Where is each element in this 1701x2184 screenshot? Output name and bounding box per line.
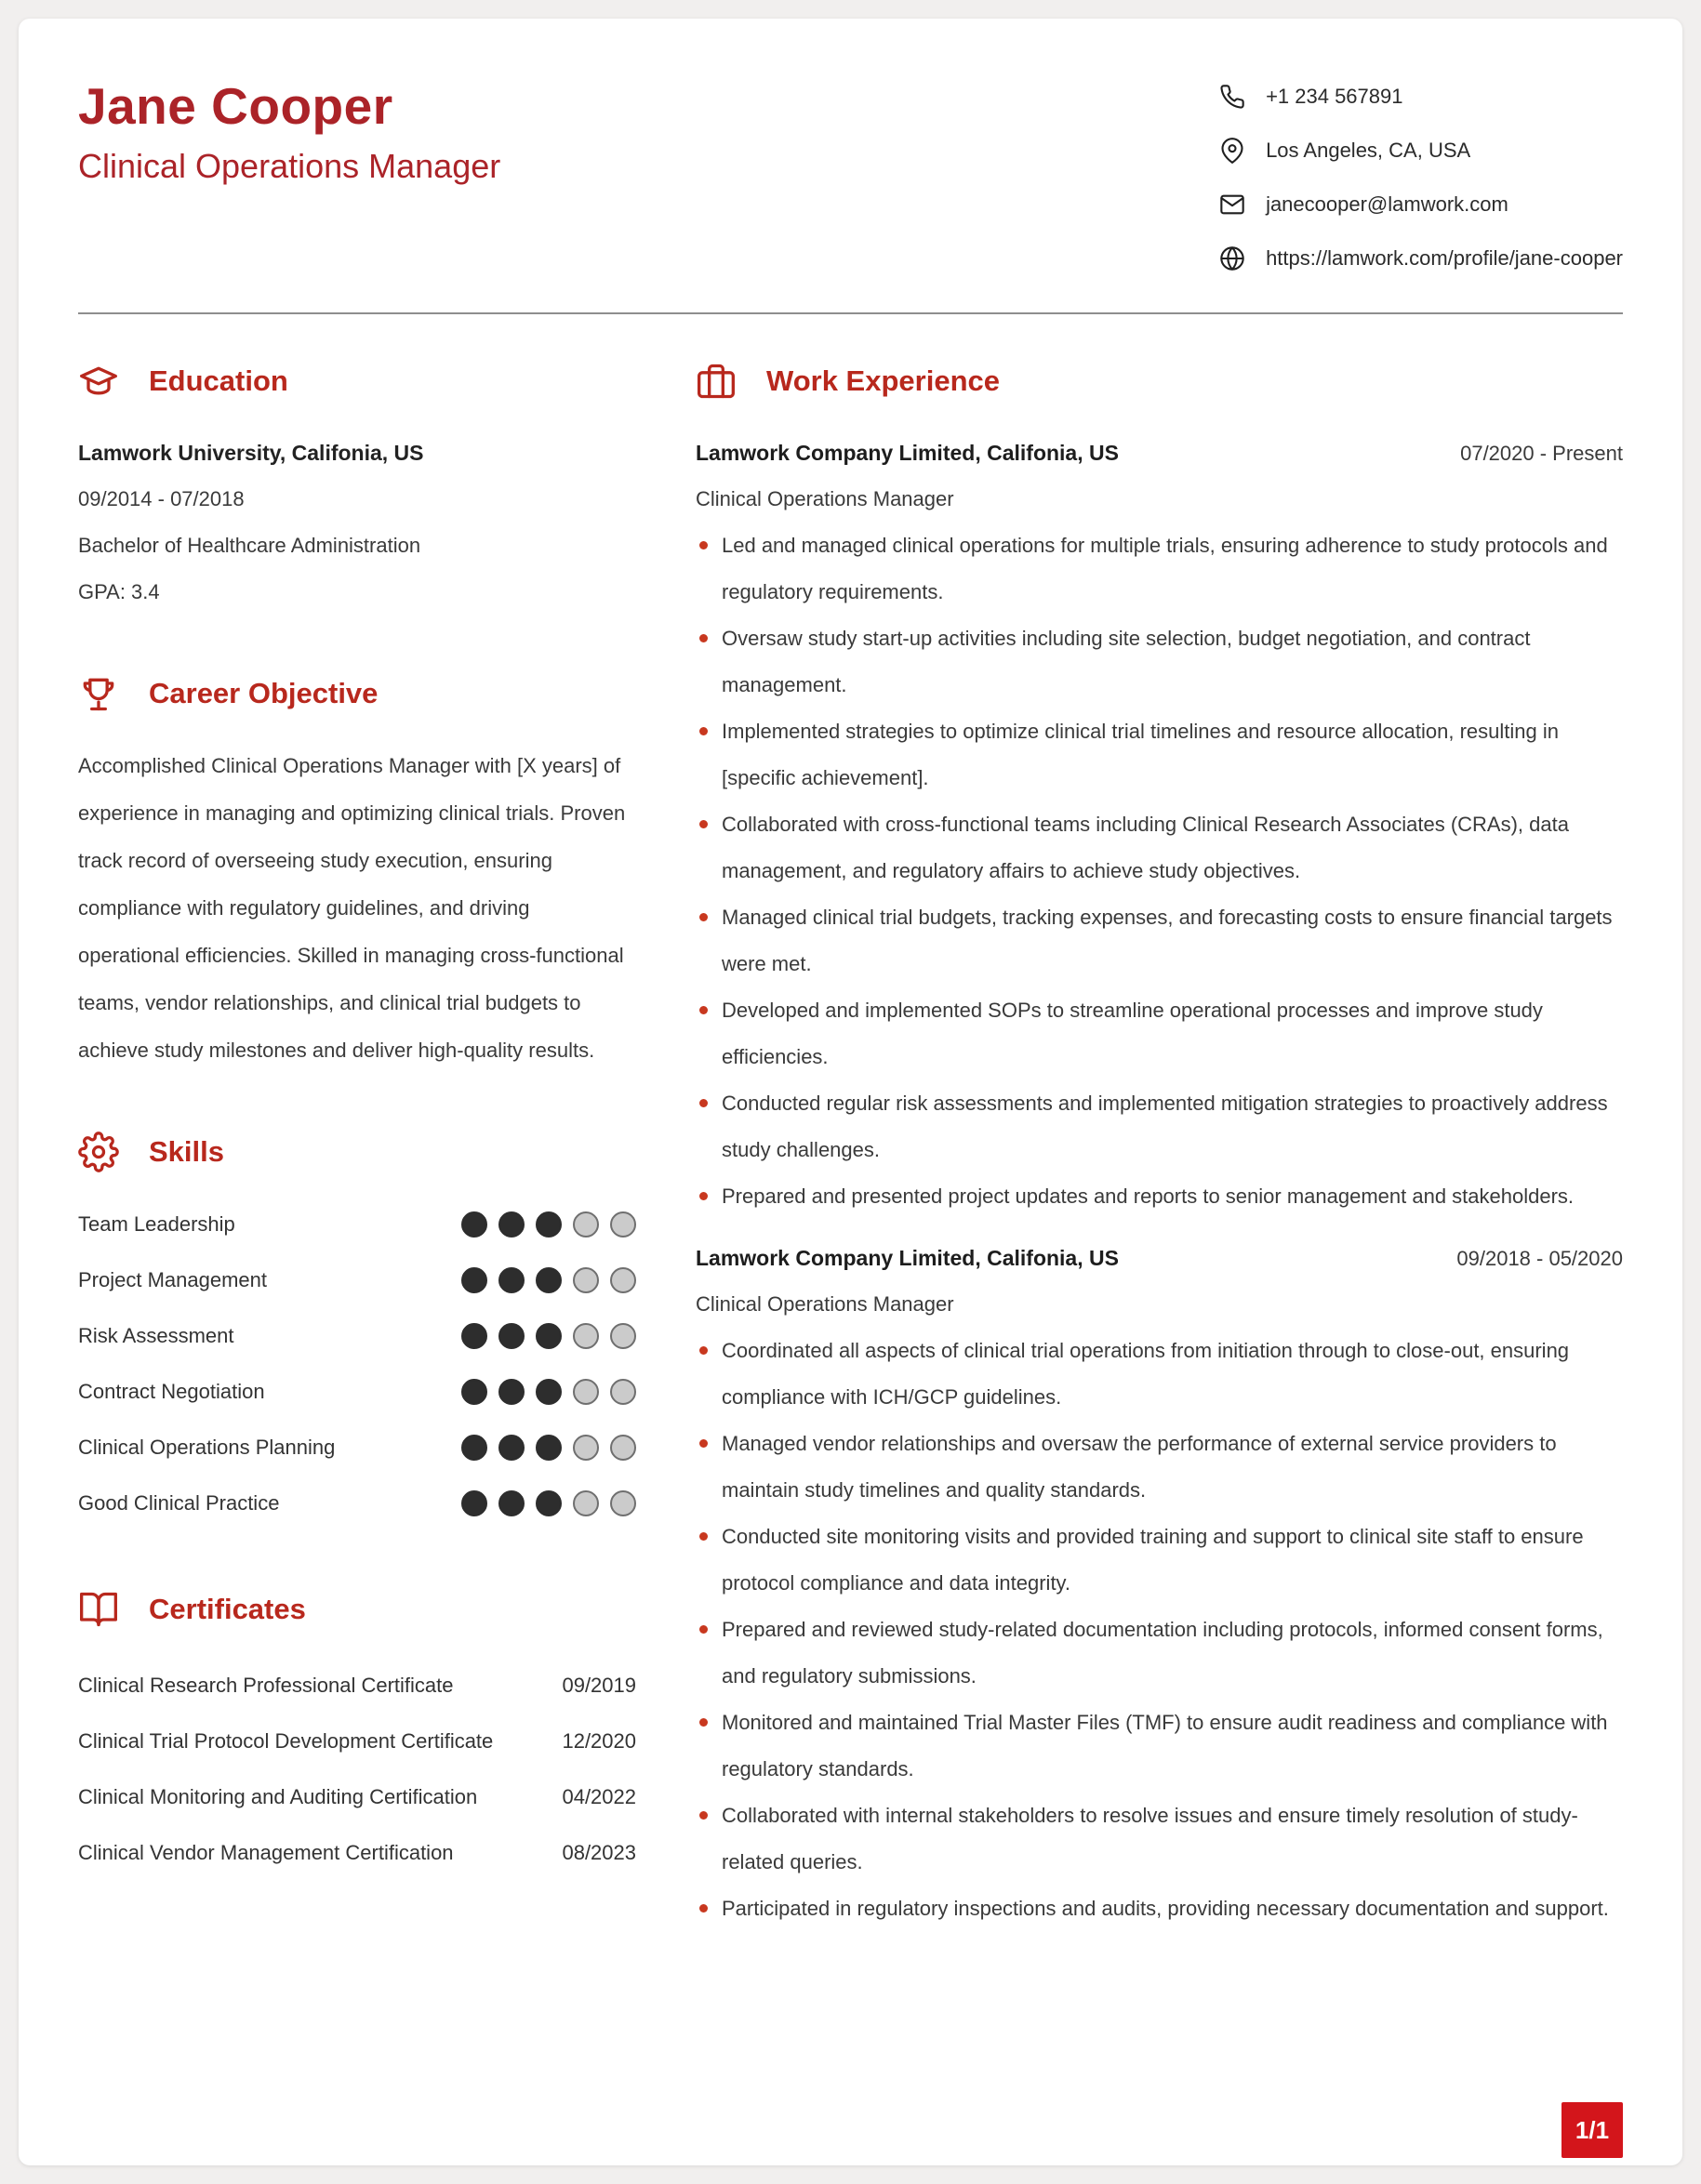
skill-dot-filled	[536, 1267, 562, 1293]
skill-dot-filled	[536, 1211, 562, 1238]
certificate-date: 09/2019	[562, 1674, 636, 1697]
resume-page	[19, 19, 1682, 2165]
skill-dot-empty	[573, 1267, 599, 1293]
skills-heading	[78, 1132, 636, 1172]
skill-name: Project Management	[78, 1268, 267, 1291]
identity-block	[78, 76, 500, 186]
gear-icon	[78, 1132, 119, 1172]
page-indicator: 1/1	[1561, 2102, 1623, 2158]
certificate-name: Clinical Vendor Management Certification	[78, 1841, 454, 1864]
job-bullets	[696, 523, 1623, 1220]
job-bullet: Collaborated with cross-functional teams including Clinical Research Associates (CRAs), data management, and regulatory affairs to achieve study objectives.	[696, 801, 1623, 894]
skill-dot-filled	[461, 1267, 487, 1293]
work-experience-heading	[696, 361, 1623, 402]
skill-dot-empty	[610, 1435, 636, 1461]
graduation-cap-icon	[78, 361, 119, 402]
job-bullet: Implemented strategies to optimize clinical trial timelines and resource allocation, resulting in [specific achievement].	[696, 708, 1623, 801]
contact-phone	[1219, 84, 1623, 110]
education-dates: 09/2014 - 07/2018	[78, 487, 245, 510]
person-name: Jane Cooper	[78, 77, 393, 135]
skill-dot-empty	[610, 1379, 636, 1405]
job-role: Clinical Operations Manager	[696, 487, 954, 510]
phone-icon	[1219, 84, 1245, 110]
certificate-row	[78, 1825, 636, 1881]
skill-dot-empty	[610, 1323, 636, 1349]
education-gpa: GPA: 3.4	[78, 580, 160, 603]
skill-dot-empty	[573, 1379, 599, 1405]
contact-website-text[interactable]: https://lamwork.com/profile/jane-cooper	[1266, 246, 1623, 270]
job-list	[696, 430, 1623, 1932]
certificate-row	[78, 1714, 636, 1769]
education-section	[78, 361, 636, 615]
skill-name: Good Clinical Practice	[78, 1491, 280, 1515]
skill-dot-empty	[573, 1490, 599, 1516]
job-role: Clinical Operations Manager	[696, 1292, 954, 1316]
skill-name: Clinical Operations Planning	[78, 1436, 336, 1459]
open-book-icon	[78, 1589, 119, 1630]
skill-row	[78, 1364, 636, 1420]
certificate-name: Clinical Trial Protocol Development Certificate	[78, 1729, 494, 1753]
certificate-date: 12/2020	[562, 1729, 636, 1753]
job-bullet: Participated in regulatory inspections and audits, providing necessary documentation and support.	[696, 1886, 1623, 1932]
skill-dot-filled	[498, 1435, 525, 1461]
skill-dot-filled	[536, 1323, 562, 1349]
skill-list	[78, 1197, 636, 1531]
education-degree: Bachelor of Healthcare Administration	[78, 534, 421, 557]
job-bullet: Conducted site monitoring visits and provided training and support to clinical site staff to ensure protocol compliance and data integrity.	[696, 1514, 1623, 1607]
skill-dot-filled	[461, 1379, 487, 1405]
job-bullet: Prepared and reviewed study-related documentation including protocols, informed consent forms, and regulatory submissions.	[696, 1607, 1623, 1700]
job-bullet: Managed clinical trial budgets, tracking expenses, and forecasting costs to ensure financial targets were met.	[696, 894, 1623, 987]
resume-header	[78, 76, 1623, 271]
certificate-row	[78, 1769, 636, 1825]
job-bullet: Prepared and presented project updates and reports to senior management and stakeholders.	[696, 1173, 1623, 1220]
work-experience-section	[696, 361, 1623, 1932]
skill-dot-filled	[498, 1267, 525, 1293]
education-heading	[78, 361, 636, 402]
contact-email-text[interactable]: janecooper@lamwork.com	[1266, 192, 1508, 216]
contact-email[interactable]	[1219, 192, 1623, 218]
skill-dot-filled	[461, 1211, 487, 1238]
certificates-heading-text: Certificates	[149, 1593, 306, 1625]
skill-name: Risk Assessment	[78, 1324, 234, 1347]
globe-icon	[1219, 245, 1245, 271]
certificates-section	[78, 1589, 636, 1881]
skills-section	[78, 1132, 636, 1531]
job-dates: 09/2018 - 05/2020	[1456, 1247, 1623, 1270]
skill-dot-empty	[573, 1211, 599, 1238]
certificates-heading	[78, 1589, 636, 1630]
job-bullet: Collaborated with internal stakeholders to resolve issues and ensure timely resolution of study-related queries.	[696, 1793, 1623, 1886]
skill-row	[78, 1476, 636, 1531]
right-column	[696, 361, 1623, 1932]
job-header	[696, 1235, 1623, 1281]
contact-website[interactable]	[1219, 245, 1623, 271]
job-bullet: Developed and implemented SOPs to streamline operational processes and improve study efficiencies.	[696, 987, 1623, 1080]
header-divider	[78, 312, 1623, 314]
skill-dot-filled	[536, 1490, 562, 1516]
certificate-name: Clinical Monitoring and Auditing Certification	[78, 1785, 478, 1808]
job-bullet: Monitored and maintained Trial Master Files (TMF) to ensure audit readiness and compliance with regulatory standards.	[696, 1700, 1623, 1793]
certificate-date: 04/2022	[562, 1785, 636, 1808]
trophy-icon	[78, 673, 119, 714]
briefcase-icon	[696, 361, 737, 402]
skill-level-dots	[461, 1267, 636, 1293]
skill-dot-filled	[498, 1323, 525, 1349]
job-dates: 07/2020 - Present	[1460, 442, 1623, 465]
education-school: Lamwork University, Califonia, US	[78, 441, 424, 465]
email-icon	[1219, 192, 1245, 218]
skill-name: Team Leadership	[78, 1212, 235, 1236]
certificate-row	[78, 1658, 636, 1714]
job-bullet: Oversaw study start-up activities including site selection, budget negotiation, and contract management.	[696, 615, 1623, 708]
contact-location	[1219, 138, 1623, 164]
company-name: Lamwork Company Limited, Califonia, US	[696, 441, 1119, 465]
skill-level-dots	[461, 1435, 636, 1461]
skill-name: Contract Negotiation	[78, 1380, 265, 1403]
skill-dot-empty	[610, 1211, 636, 1238]
skill-dot-filled	[498, 1379, 525, 1405]
skill-row	[78, 1197, 636, 1252]
contact-info	[1219, 76, 1623, 271]
contact-location-text: Los Angeles, CA, USA	[1266, 139, 1471, 162]
skill-dot-filled	[536, 1435, 562, 1461]
resume-body	[78, 361, 1623, 1932]
job-entry	[696, 430, 1623, 1220]
certificate-list	[78, 1658, 636, 1881]
skill-dot-empty	[610, 1267, 636, 1293]
skills-heading-text: Skills	[149, 1135, 224, 1168]
skill-level-dots	[461, 1323, 636, 1349]
skill-level-dots	[461, 1379, 636, 1405]
job-entry	[696, 1235, 1623, 1932]
skill-dot-filled	[498, 1490, 525, 1516]
job-bullet: Coordinated all aspects of clinical trial operations from initiation through to close-out, ensuring compliance with ICH/GCP guidelines.	[696, 1328, 1623, 1421]
skill-dot-empty	[573, 1323, 599, 1349]
career-objective-text: Accomplished Clinical Operations Manager with [X years] of experience in managing and optimizing clinical trials. Proven track record of overseeing study execution, ensuring compliance with regulatory guidelines, and driving operational efficiencies. Skilled in managing cross-functional teams, vendor relationships, and clinical trial budgets to achieve study milestones and deliver high-quality results.	[78, 754, 626, 1062]
certificate-name: Clinical Research Professional Certificate	[78, 1674, 454, 1697]
location-pin-icon	[1219, 138, 1245, 164]
skill-dot-empty	[573, 1435, 599, 1461]
skill-row	[78, 1308, 636, 1364]
skill-level-dots	[461, 1211, 636, 1238]
job-bullet: Led and managed clinical operations for multiple trials, ensuring adherence to study protocols and regulatory requirements.	[696, 523, 1623, 615]
left-column	[78, 361, 636, 1932]
skill-level-dots	[461, 1490, 636, 1516]
skill-dot-filled	[536, 1379, 562, 1405]
skill-dot-empty	[610, 1490, 636, 1516]
job-header	[696, 430, 1623, 476]
person-job-title: Clinical Operations Manager	[78, 147, 501, 185]
contact-phone-text: +1 234 567891	[1266, 85, 1403, 108]
skill-row	[78, 1420, 636, 1476]
skill-dot-filled	[461, 1435, 487, 1461]
career-objective-heading	[78, 673, 636, 714]
job-bullets	[696, 1328, 1623, 1932]
skill-dot-filled	[461, 1490, 487, 1516]
career-objective-section	[78, 673, 636, 1074]
skill-dot-filled	[498, 1211, 525, 1238]
skill-row	[78, 1252, 636, 1308]
skill-dot-filled	[461, 1323, 487, 1349]
education-heading-text: Education	[149, 364, 288, 397]
work-experience-heading-text: Work Experience	[766, 364, 1000, 397]
certificate-date: 08/2023	[562, 1841, 636, 1864]
career-objective-heading-text: Career Objective	[149, 677, 379, 709]
job-bullet: Conducted regular risk assessments and implemented mitigation strategies to proactively address study challenges.	[696, 1080, 1623, 1173]
company-name: Lamwork Company Limited, Califonia, US	[696, 1246, 1119, 1270]
job-bullet: Managed vendor relationships and oversaw the performance of external service providers to maintain study timelines and quality standards.	[696, 1421, 1623, 1514]
